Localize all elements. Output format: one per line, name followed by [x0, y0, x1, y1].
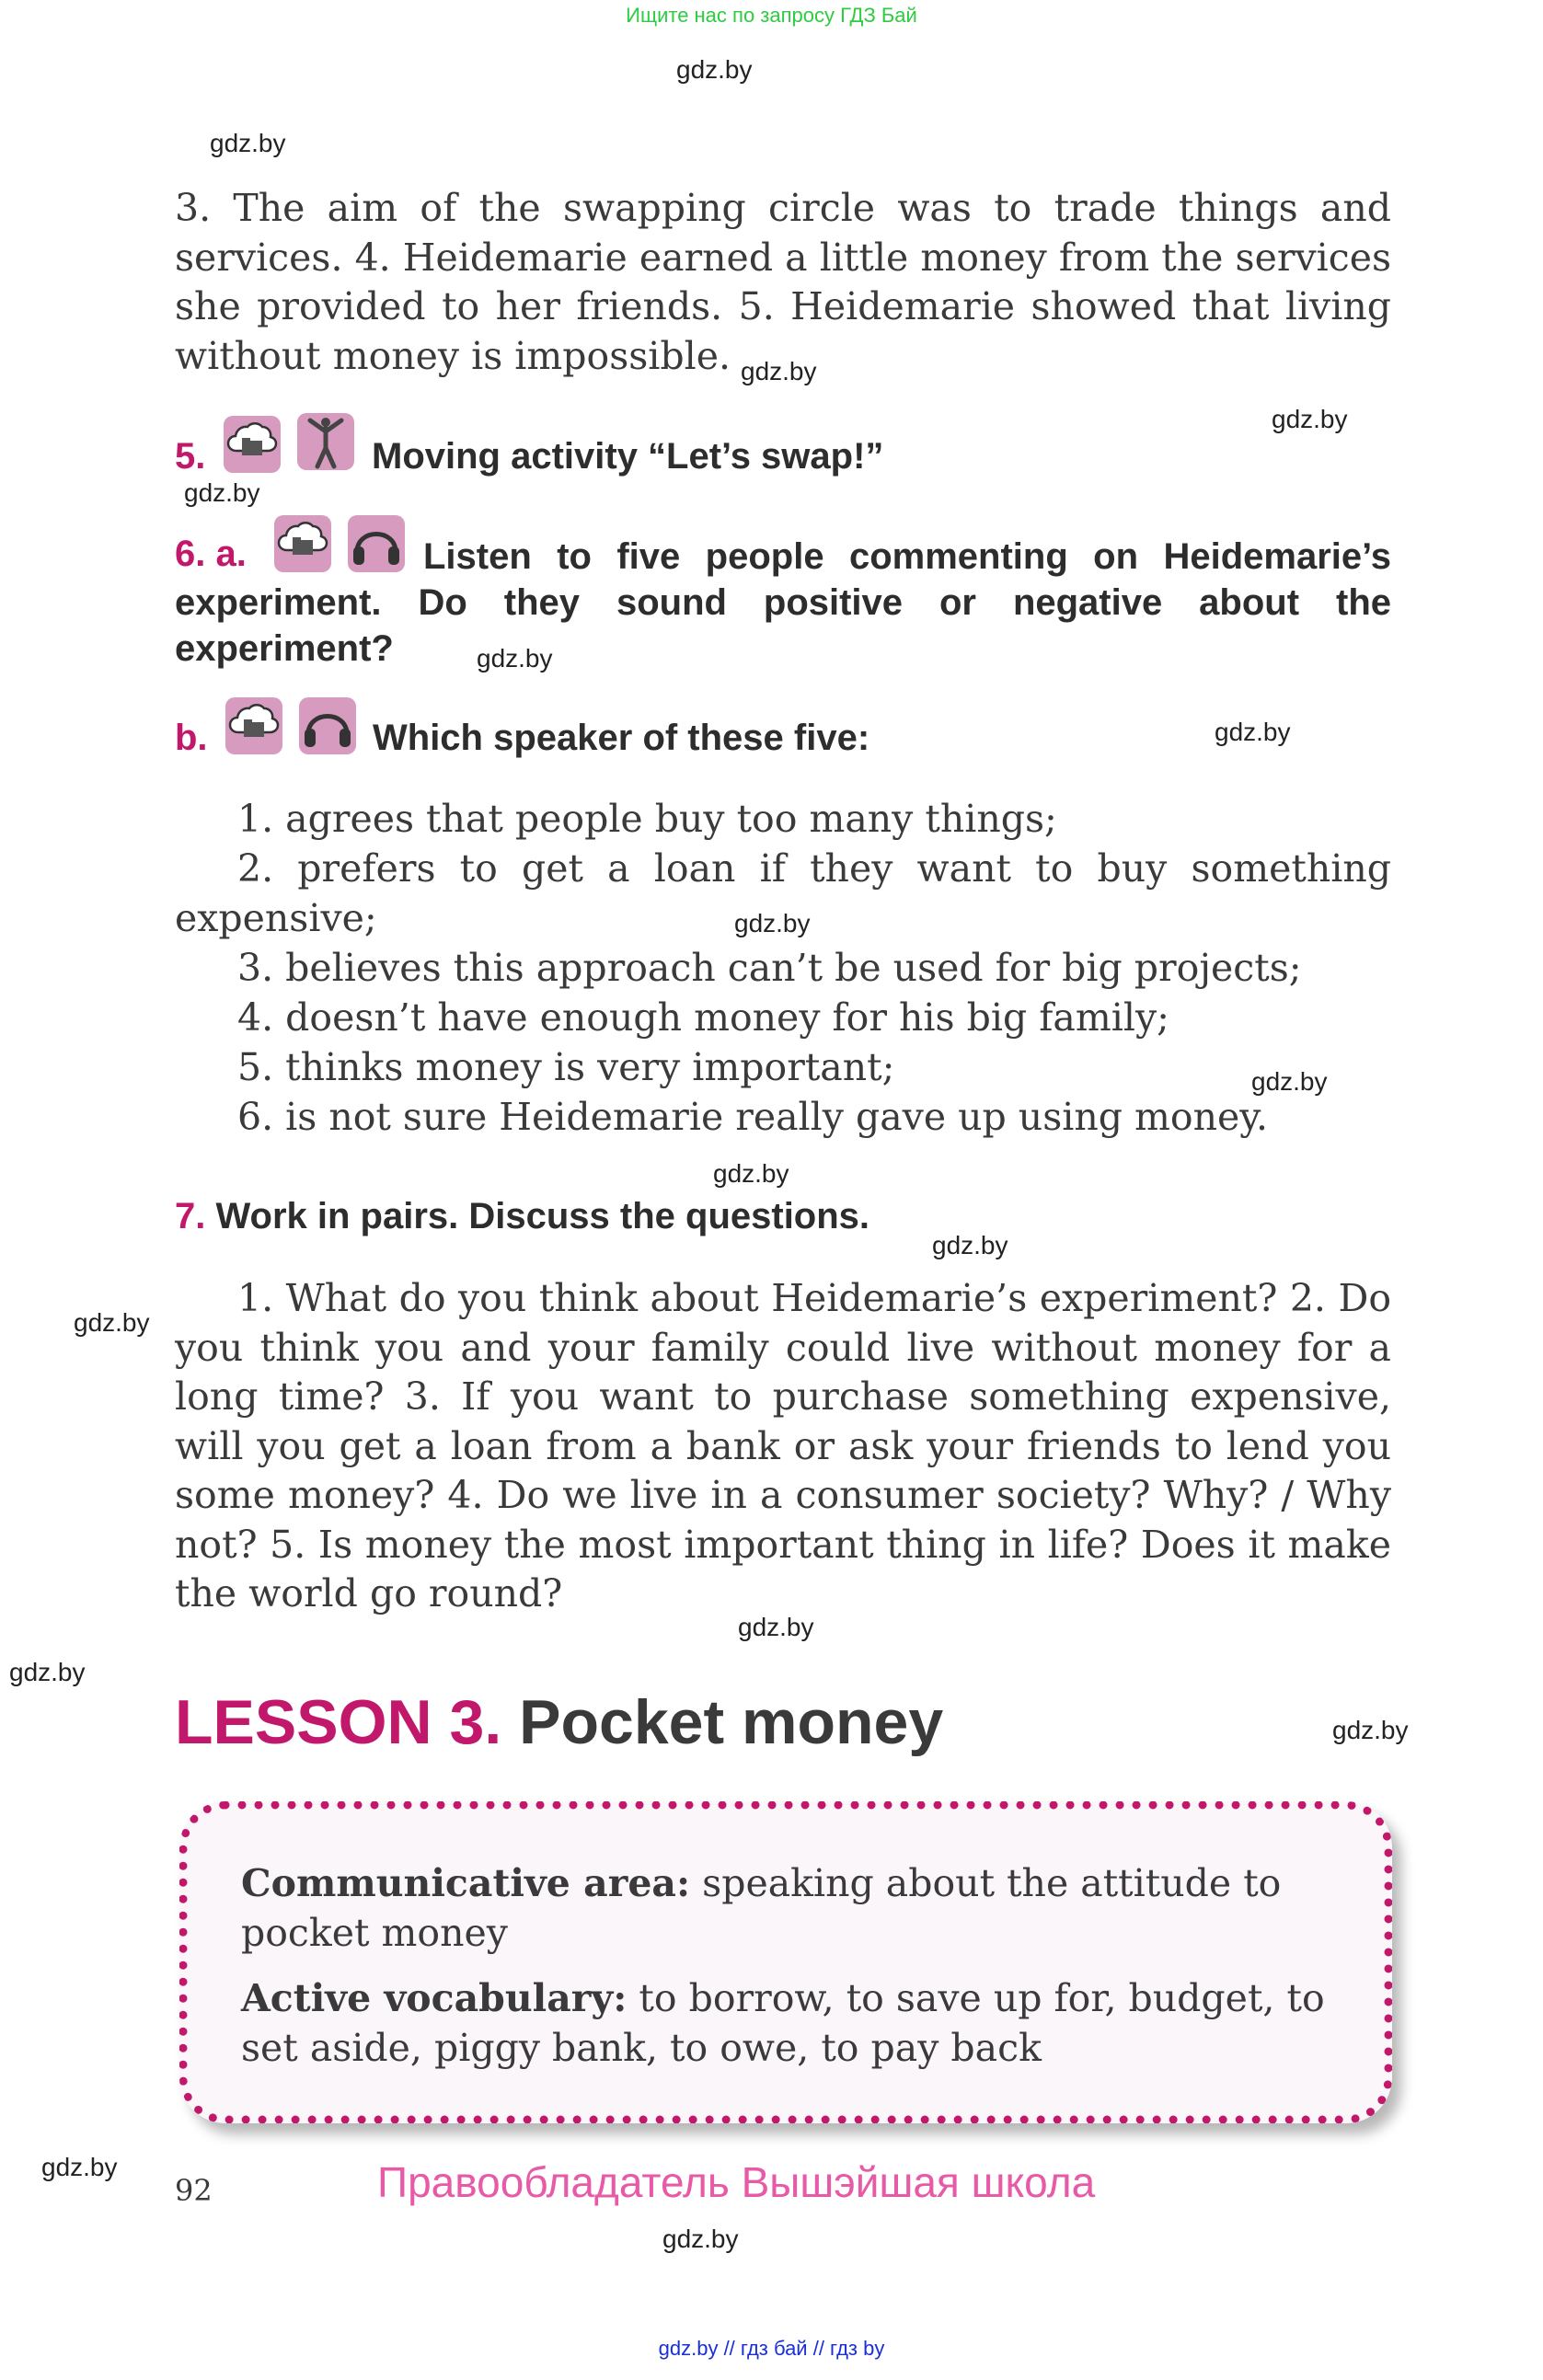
watermark: gdz.by — [477, 644, 553, 673]
cloud-folder-icon — [224, 416, 281, 473]
watermark: gdz.by — [1251, 1067, 1328, 1096]
watermark: gdz.by — [932, 1231, 1008, 1259]
watermark: gdz.by — [662, 2225, 739, 2253]
copyright-holder: Правообладатель Вышэйшая школа — [377, 2158, 1096, 2206]
list-item: 5. thinks money is very important; — [237, 1045, 895, 1089]
watermark: gdz.by — [184, 478, 260, 507]
headphones-icon — [299, 697, 356, 754]
task-6a-number: 6. a. — [175, 534, 247, 574]
watermark: gdz.by — [1215, 718, 1291, 746]
watermark: gdz.by — [1272, 405, 1348, 433]
task-6b-number: b. — [175, 718, 208, 758]
watermark: gdz.by — [741, 357, 817, 385]
list-item: 3. believes this approach can’t be used for big projects; — [237, 946, 1302, 990]
list-item: 2. prefers to get a loan if they want to buy something — [237, 846, 1391, 891]
watermark: gdz.by — [713, 1159, 789, 1188]
moving-person-icon — [297, 413, 354, 470]
task-6a-text: Listen to five people commenting on Heidemarie’s experiment. Do they sound positive or negative about the experiment? — [175, 536, 1391, 669]
bottom-banner[interactable]: gdz.by // гдз бай // гдз by — [658, 2337, 885, 2360]
list-item: 1. agrees that people buy too many things; — [237, 797, 1057, 841]
headphones-icon — [348, 515, 405, 572]
list-item: 4. doesn’t have enough money for his big family; — [237, 995, 1169, 1040]
watermark: gdz.by — [210, 129, 286, 157]
task-7: 7. Work in pairs. Discuss the questions. — [175, 1196, 870, 1236]
task-5-number: 5. — [175, 436, 206, 477]
watermark: gdz.by — [738, 1613, 814, 1641]
watermark: gdz.by — [676, 55, 753, 84]
watermark: gdz.by — [734, 909, 811, 937]
active-vocabulary: Active vocabulary: to borrow, to save up for, budget, to set aside, piggy bank, to owe, to pay back — [241, 1976, 1325, 2070]
top-banner[interactable]: Ищите нас по запросу ГДЗ Бай — [626, 4, 917, 27]
task-5-text: Moving activity “Let’s swap!” — [372, 436, 884, 477]
watermark: gdz.by — [1332, 1716, 1409, 1744]
cloud-folder-icon — [225, 697, 282, 754]
watermark: gdz.by — [41, 2153, 118, 2181]
list-item-continuation: expensive; — [175, 896, 377, 940]
watermark: gdz.by — [74, 1308, 150, 1337]
discussion-questions: 1. What do you think about Heidemarie’s experiment? 2. Do you think you and your family could live without money for a long time? 3. If you want to purchase something expensive, will you get a loan from a bank or ask your friends to lend you some money? 4. Do we live in a consumer society? Why? / Why not? 5. Is money the most important thing in life? Does it make the world go round? — [175, 1276, 1391, 1615]
page-number: 92 — [175, 2173, 213, 2208]
cloud-folder-icon — [274, 515, 331, 572]
communicative-area: Communicative area: speaking about the attitude to pocket money — [241, 1861, 1282, 1955]
paragraph-intro: 3. The aim of the swapping circle was to trade things and services. 4. Heidemarie earned a little money from the services she provided to her friends. 5. Heidemarie showed that living without money is impossible. — [175, 186, 1391, 378]
lesson-objectives-box — [179, 1801, 1392, 2123]
lesson-heading: LESSON 3. Pocket money — [175, 1687, 944, 1757]
task-6b-text: Which speaker of these five: — [373, 718, 870, 758]
watermark: gdz.by — [9, 1658, 86, 1686]
list-item: 6. is not sure Heidemarie really gave up using money. — [237, 1095, 1269, 1139]
